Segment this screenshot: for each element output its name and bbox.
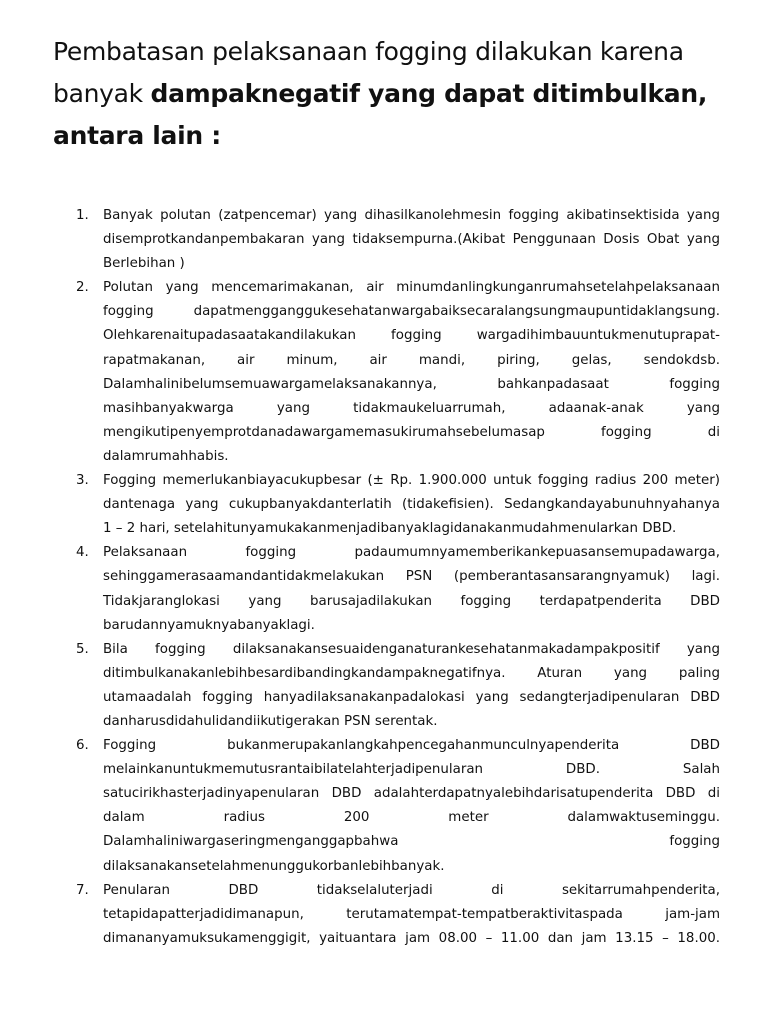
list-item-line: fogging dapatmengganggukesehatanwargabaiksecaralangsungmaupuntidaklangsung. <box>103 304 720 320</box>
list-item-line: dalamrumahhabis. <box>103 448 229 464</box>
list-item-line: Tidakjaranglokasi yang barusajadilakukan fogging terdapatpenderita DBD <box>103 593 720 609</box>
list-item <box>66 541 720 637</box>
list-item-line: melainkanuntukmemutusrantaibilatelahterjadipenularan DBD. Salah <box>103 762 720 778</box>
list-item-line: Banyak polutan (zatpencemar) yang dihasilkanolehmesin fogging akibatinsektisida yang <box>103 208 720 223</box>
list-item-line: Bila fogging dilaksanakansesuaidenganaturankesehatanmakadampakpositif yang <box>103 641 720 657</box>
list-item <box>66 204 720 276</box>
list-item-line: Berlebihan ) <box>103 256 185 272</box>
page-heading <box>53 31 723 157</box>
list-item-line: utamaadalah fogging hanyadilaksanakanpadalokasi yang sedangterjadipenularan DBD <box>103 689 720 705</box>
numbered-list <box>66 204 720 951</box>
list-item-number: 1. <box>76 208 89 223</box>
list-item-line: mengikutipenyemprotdanadawargamemasukirumahsebelumasap fogging di <box>103 424 720 440</box>
list-item <box>66 276 720 469</box>
list-item-number: 4. <box>76 545 89 561</box>
list-item-line: dimananyamuksukamenggigit, yaituantara jam 08.00 – 11.00 dan jam 13.15 – 18.00. <box>103 930 720 946</box>
list-item-line: dilaksanakansetelahmenunggukorbanlebihbanyak. <box>103 858 445 874</box>
list-item-line: 1 – 2 hari, setelahitunyamukakanmenjadibanyaklagidanakanmudahmenularkan DBD. <box>103 521 677 537</box>
list-item-line: Fogging memerlukanbiayacukupbesar (± Rp. 1.900.000 untuk fogging radius 200 meter) <box>103 473 720 489</box>
list-item-number: 6. <box>76 738 89 754</box>
list-item-line: Dalamhaliniwargaseringmenganggapbahwa fogging <box>103 834 720 850</box>
list-item-line: dalam radius 200 meter dalamwaktuseminggu. <box>103 810 720 826</box>
list-item-line: Dalamhalinibelumsemuawargamelaksanakannya, bahkanpadasaat fogging <box>103 376 720 392</box>
list-item-number: 3. <box>76 473 89 489</box>
list-item-line: Penularan DBD tidakselaluterjadi di sekitarrumahpenderita, <box>103 882 720 898</box>
list-item-line: barudannyamuknyabanyaklagi. <box>103 617 315 633</box>
list-item-line: dantenaga yang cukupbanyakdanterlatih (tidakefisien). Sedangkandayabunuhnyahanya <box>103 497 720 513</box>
list-item-number: 5. <box>76 641 89 657</box>
list-item-number: 7. <box>76 882 89 898</box>
list-item <box>66 879 720 951</box>
list-item-line: Polutan yang mencemarimakanan, air minumdanlingkunganrumahsetelahpelaksanaan <box>103 280 720 296</box>
list-item-line: Pelaksanaan fogging padaumumnyamemberikankepuasansemupadawarga, <box>103 545 720 561</box>
list-item-line: disemprotkandanpembakaran yang tidaksempurna.(Akibat Penggunaan Dosis Obat yang <box>103 232 720 248</box>
list-item-line: Olehkarenaitupadasaatakandilakukan fogging wargadihimbauuntukmenutuprapat- <box>103 328 720 344</box>
list-item-line: Fogging bukanmerupakanlangkahpencegahanmunculnyapenderita DBD <box>103 738 720 754</box>
list-item-number: 2. <box>76 280 89 296</box>
list-item <box>66 469 720 541</box>
heading-bold-text: dampaknegatif yang dapat ditimbulkan, antara lain : <box>53 79 708 150</box>
list-item <box>66 734 720 879</box>
list-item-line: rapatmakanan, air minum, air mandi, piring, gelas, sendokdsb. <box>103 352 720 368</box>
list-item <box>66 638 720 734</box>
heading-normal-text: Pembatasan pelaksanaan fogging dilakukan karena banyak <box>53 37 684 108</box>
list-item-line: sehinggamerasaamandantidakmelakukan PSN (pemberantasansarangnyamuk) lagi. <box>103 569 720 585</box>
list-item-line: masihbanyakwarga yang tidakmaukeluarrumah, adaanak-anak yang <box>103 400 720 416</box>
list-item-line: ditimbulkanakanlebihbesardibandingkandampaknegatifnya. Aturan yang paling <box>103 665 720 681</box>
list-item-line: tetapidapatterjadidimanapun, terutamatempat-tempatberaktivitaspada jam-jam <box>103 906 720 922</box>
list-item-line: danharusdidahulidandiikutigerakan PSN serentak. <box>103 713 438 729</box>
list-item-line: satucirikhasterjadinyapenularan DBD adalahterdapatnyalebihdarisatupenderita DBD di <box>103 786 720 802</box>
